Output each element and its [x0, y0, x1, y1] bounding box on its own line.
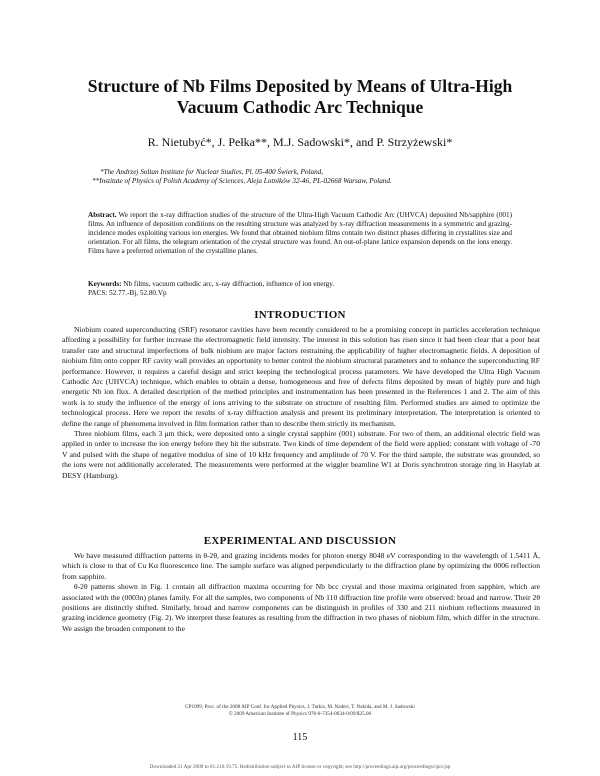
affiliation-1: *The Andrzej Soltan Institute for Nuclear Studies, Pl. 05-400 Świerk, Poland,: [100, 168, 324, 176]
abstract-label: Abstract.: [88, 211, 117, 219]
paper-title: [60, 76, 540, 118]
keywords: [88, 280, 512, 289]
intro-paragraph-2: Three niobium films, each 3 μm thick, were deposited onto a single crystal sapphire (001) substrate. For two of them, an additional electric field was applied in order to increase the ion energy before they hit the substrate. Two kinds of time dependent of the field were applied: constant with voltage of -70 V and pulsed with the shape of negative modulus of sine of 10 kHz frequency and amplitude of 70 V. For the third sample, the substrate was grounded, so the ions were not additionally accelerated. The measurements were performed at the wiggler beamline W1 at Doris synchrotron storage ring in Hasylab at DESY (Hamburg).: [62, 429, 540, 480]
abstract: [88, 211, 512, 256]
intro-section: [62, 325, 540, 481]
page-number: 115: [292, 732, 308, 743]
pacs-codes: PACS: 52.77.-Bj, 52.80.Vp: [88, 289, 167, 297]
download-notice: Downloaded 21 Apr 2009 to 81.210.19.75. Redistribution subject to AIP license or copyright; see http://proceedings.aip.org/proceedings/cpcr.jsp: [149, 764, 451, 770]
affiliation-2: **Institute of Physics of Polish Academy of Sciences, Aleja Lotników 32-46, PL-02668 Warsaw, Poland.: [92, 177, 392, 185]
title-line-2: Vacuum Cathodic Arc Technique: [176, 97, 424, 117]
author-list: R. Nietubyć*, J. Pełka**, M.J. Sadowski*, and P. Strzyżewski*: [147, 135, 453, 149]
citation-line-1: CP1099, Proc. of the 2008 AIP Conf. for Applied Physics, J. Tutkis, M. Naderi, T. Nakida, and M. J. Sadowski: [185, 704, 415, 710]
experimental-paragraph-1: We have measured diffraction patterns in θ-2θ, and grazing incidents modes for photon energy 8048 eV corresponding to the wavelength of 1.5411 Å, which is close to that of Cu Kα fluorescence line. The sample surface was aligned perpendicularly to the diffraction plane by optimizing the 0006 reflection from sapphire.: [62, 551, 540, 581]
title-line-1: Structure of Nb Films Deposited by Means of Ultra-High: [87, 76, 513, 96]
intro-heading: INTRODUCTION: [254, 309, 346, 321]
keywords-text: Nb films, vacuum cathodic arc, x-ray diffraction, influence of ion energy.: [123, 280, 335, 288]
intro-paragraph-1: Niobium coated superconducting (SRF) resonator cavities have been recently considered to be a promising concept in particles acceleration technique affording a possibility for further increase the electromagnetic field intensity. The interest in this solution has risen since it had been clear that a poor heat transfer rate and structural imperfections of bulk niobium are major factors restraining the applicability of higher electromagnetic fields. A deposition of niobium film onto copper RF cavity wall provides an opportunity to better control the niobium structural parameters and to enhance the superconducting RF performance. However, it requires a careful design and strict keeping the technological process parameters. We have developed the Ultra High Vacuum Cathodic Arc (UHVCA) technique, which enables to obtain a dense, homogeneous and free of defects films deposited by mean of highly pure and high energetic Nb ion flux. A detailed description of the method principles and instrumentation has been presented in the References 1 and 2. The aim of this work is to study the influence of the energy of ions arriving to the substrate on structure of resulting film. Performed studies are aimed to optimize the technological process. Here we report the results of x-ray diffraction analysis and present its preliminary interpretation. The interpretation is oriented to define the range of phenomena involved in film formation rather than to describe them strictly its mechanism.: [62, 325, 540, 428]
citation-footer: [60, 704, 540, 717]
experimental-section: [62, 551, 540, 634]
experimental-heading: EXPERIMENTAL AND DISCUSSION: [203, 535, 397, 547]
keywords-label: Keywords:: [88, 280, 122, 288]
abstract-text: We report the x-ray diffraction studies of the structure of the Ultra-High Vacuum Cathodic Arc (UHVCA) deposited Nb/sapphire (001) films. An influence of deposition conditions on the resulting structure was analyzed by x-ray diffraction measurements in a symmetric and grazing-incidence modes exploiting various ion energies. We found that obtained niobium films contain two distinct phases differing in crystallites size and orientation. For all films, the telegram orientation of the crystal structure was found. An out-of-plane lattice expansion depends on the ions energy. Films have a preferred orientation of the crystalline planes.: [88, 211, 512, 255]
experimental-paragraph-2: θ-2θ patterns shown in Fig. 1 contain all diffraction maxima occurring for Nb bcc crystal and those maxima originated from sapphire, which are associated with the (0003n) planes family. For all the samples, two components of Nb 110 diffraction line profile were observed: broad and narrow. Their 2θ positions are distinctly shifted. Similarly, broad and narrow components can be distinguish in profiles of 330 and 211 niobium reflections measured in grazing incidence geometry (Fig. 2). We interpret these features as resulting from the diffraction in two phases of niobium film, which differ in the structure. We assign the broaden component to the: [62, 582, 540, 633]
citation-line-2: © 2009 American Institute of Physics 978-0-7354-0634-0/09/$25.00: [228, 710, 372, 717]
